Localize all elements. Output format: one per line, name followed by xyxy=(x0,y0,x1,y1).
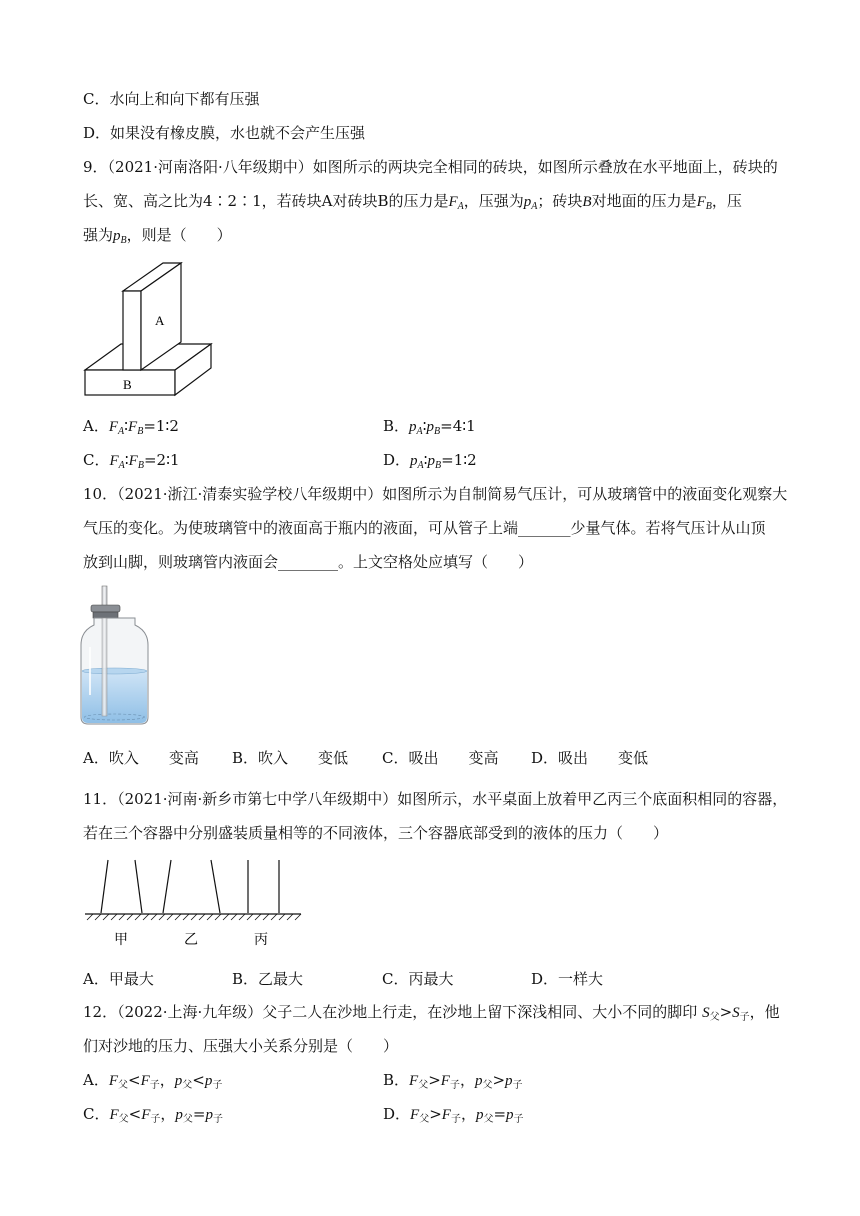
q10-option-c: C．吸出 变高 xyxy=(382,749,499,767)
q9-option-a: A．$F_A∶F_B=1∶2$ xyxy=(83,417,179,437)
brick-a-label: A xyxy=(155,313,165,328)
q10-option-a: A．吹入 变高 xyxy=(83,749,199,767)
q12-option-a: A．$F_父<F_子$，$p_父<p_子$ xyxy=(83,1071,223,1091)
container-yi-label: 乙 xyxy=(184,932,198,948)
q9-option-c: C．$F_A∶F_B=2∶1$ xyxy=(83,451,180,471)
q9-stem-line1: 9．（2021·河南洛阳·八年级期中）如图所示的两块完全相同的砖块，如图所示叠放在水平地面上，砖块的 xyxy=(83,158,778,176)
q11-option-b: B．乙最大 xyxy=(232,970,304,988)
q8-option-d: D．如果没有橡皮膜，水也就不会产生压强 xyxy=(83,124,366,142)
barometer-figure xyxy=(80,585,150,727)
brick-b-label: B xyxy=(123,377,132,392)
q10-stem-line3: 放到山脚，则玻璃管内液面会________。上文空格处应填写（ ） xyxy=(83,553,534,571)
q10-stem-line2: 气压的变化。为使玻璃管中的液面高于瓶内的液面，可从管子上端_______少量气体。若将气压计从山顶 xyxy=(83,519,766,537)
q10-option-d: D．吸出 变低 xyxy=(531,749,649,767)
containers-figure xyxy=(83,858,303,950)
container-bing-label: 丙 xyxy=(254,932,268,948)
q12-stem-line2: 们对沙地的压力、压强大小关系分别是（ ） xyxy=(83,1037,399,1055)
q12-stem-line1: 12．（2022·上海·九年级）父子二人在沙地上行走，在沙地上留下深浅相同、大小不同的脚印 $S_父>S_子$，他 xyxy=(83,1003,780,1023)
q12-option-d: D．$F_父>F_子$，$p_父=p_子$ xyxy=(383,1105,524,1125)
q11-option-d: D．一样大 xyxy=(531,970,604,988)
q10-stem-line1: 10．（2021·浙江·清泰实验学校八年级期中）如图所示为自制简易气压计，可从玻璃管中的液面变化观察大 xyxy=(83,485,788,503)
q11-option-a: A．甲最大 xyxy=(83,970,154,988)
bricks-figure xyxy=(83,262,218,397)
q12-option-b: B．$F_父>F_子$，$p_父>p_子$ xyxy=(383,1071,523,1091)
q9-stem-line2: 长、宽、高之比为4∶2∶1，若砖块A对砖块B的压力是$F_A$，压强为$p_A$；砖块B对地面的压力是$F_B$，压 xyxy=(83,192,742,212)
q10-option-b: B．吹入 变低 xyxy=(232,749,349,767)
q8-option-c: C．水向上和向下都有压强 xyxy=(83,90,260,108)
q9-stem-line3: 强为$p_B$，则是（ ） xyxy=(83,226,232,246)
container-jia-label: 甲 xyxy=(114,932,128,948)
q11-stem-line2: 若在三个容器中分别盛装质量相等的不同液体，三个容器底部受到的液体的压力（ ） xyxy=(83,824,669,842)
q11-option-c: C．丙最大 xyxy=(382,970,454,988)
q12-option-c: C．$F_父<F_子$，$p_父=p_子$ xyxy=(83,1105,223,1125)
q9-option-d: D．$p_A∶p_B=1∶2$ xyxy=(383,451,477,471)
q9-option-b: B．$p_A∶p_B=4∶1$ xyxy=(383,417,476,437)
q11-stem-line1: 11．（2021·河南·新乡市第七中学八年级期中）如图所示，水平桌面上放着甲乙丙三个底面积相同的容器， xyxy=(83,790,788,808)
